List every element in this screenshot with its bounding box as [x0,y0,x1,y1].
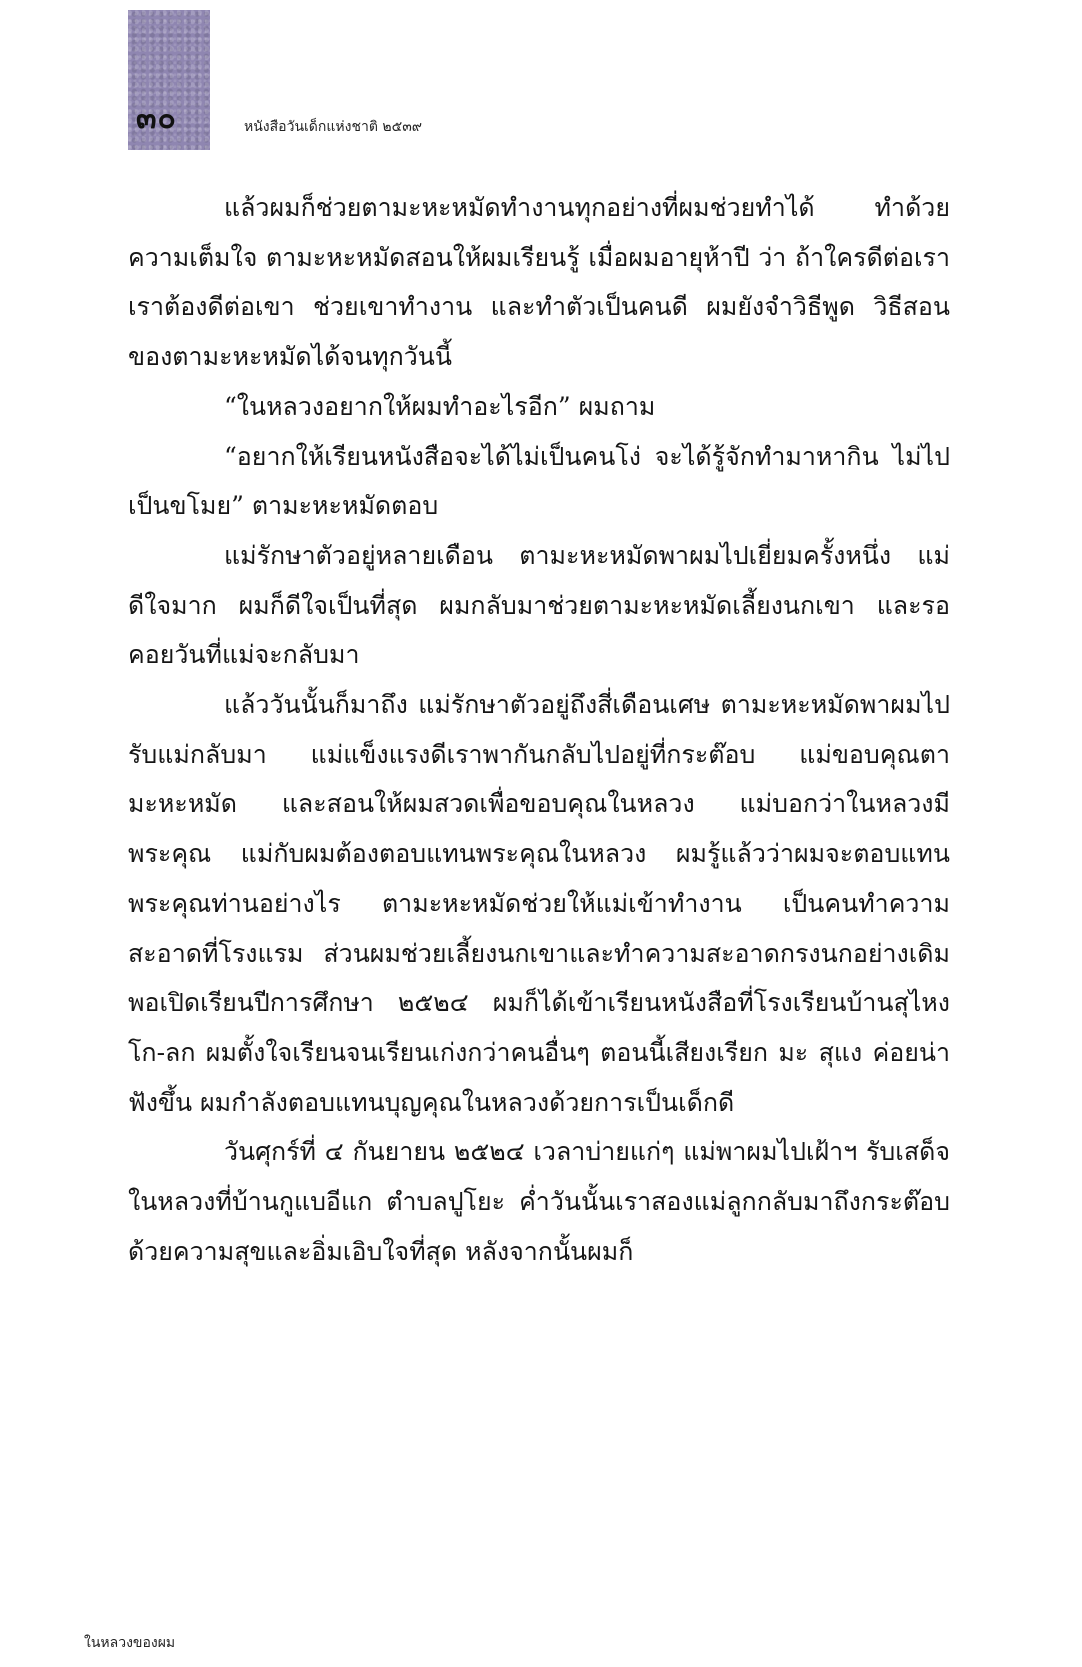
paragraph-1: แล้วผมก็ช่วยตามะหะหมัดทำงานทุกอย่างที่ผมช่วยทำได้ ทำด้วยความเต็มใจ ตามะหะหมัดสอนให้ผมเรียนรู้ เมื่อผมอายุห้าปี ว่า ถ้าใครดีต่อเรา เราต้องดีต่อเขา ช่วยเขาทำงาน และทำตัวเป็นคนดี ผมยังจำวิธีพูด วิธีสอนของตามะหะหมัดได้จนทุกวันนี้ [128,193,950,372]
paragraph-6: วันศุกร์ที่ ๔ กันยายน ๒๕๒๔ เวลาบ่ายแก่ๆ แม่พาผมไปเฝ้าฯ รับเสด็จในหลวงที่บ้านกูแบอีแก ตำบลปูโยะ ค่ำวันนั้นเราสองแม่ลูกกลับมาถึงกระต๊อบด้วยความสุขและอิ่มเอิบใจที่สุด หลังจากนั้นผมก็ [128,1137,950,1266]
footer-book-title: ในหลวงของผม [84,1635,176,1651]
page-number: ๓๐ [136,101,177,136]
paragraph-4: แม่รักษาตัวอยู่หลายเดือน ตามะหะหมัดพาผมไปเยี่ยมครั้งหนึ่ง แม่ดีใจมาก ผมก็ดีใจเป็นที่สุด ผมกลับมาช่วยตามะหะหมัดเลี้ยงนกเขา และรอคอยวันที่แม่จะกลับมา [128,540,950,670]
paragraph-5: แล้ววันนั้นก็มาถึง แม่รักษาตัวอยู่ถึงสี่เดือนเศษ ตามะหะหมัดพาผมไปรับแม่กลับมา แม่แข็งแรงดีเราพากันกลับไปอยู่ที่กระต๊อบ แม่ขอบคุณตามะหะหมัด และสอนให้ผมสวดเพื่อขอบคุณในหลวง แม่บอกว่าในหลวงมีพระคุณ แม่กับผมต้องตอบแทนพระคุณในหลวง ผมรู้แล้วว่าผมจะตอบแทนพระคุณท่านอย่างไร ตามะหะหมัดช่วยให้แม่เข้าทำงาน เป็นคนทำความสะอาดที่โรงแรม ส่วนผมช่วยเลี้ยงนกเขาและทำความสะอาดกรงนกอย่างเดิม พอเปิดเรียนปีการศึกษา ๒๕๒๔ ผมก็ได้เข้าเรียนหนังสือที่โรงเรียนบ้านสุไหงโก-ลก ผมตั้งใจเรียนจนเรียนเก่งกว่าคนอื่นๆ ตอนนี้เสียงเรียก มะ สุแง ค่อยน่าฟังขึ้น ผมกำลังตอบแทนบุญคุณในหลวงด้วยการเป็นเด็กดี [128,690,950,1117]
paragraph-2: “ในหลวงอยากให้ผมทำอะไรอีก” ผมถาม [224,391,656,421]
body-text [128,183,950,1276]
paragraph-3: “อยากให้เรียนหนังสือจะได้ไม่เป็นคนโง่ จะได้รู้จักทำมาหากิน ไม่ไปเป็นขโมย” ตามะหะหมัดตอบ [128,441,950,521]
running-title: หนังสือวันเด็กแห่งชาติ ๒๕๓๙ [244,119,423,135]
